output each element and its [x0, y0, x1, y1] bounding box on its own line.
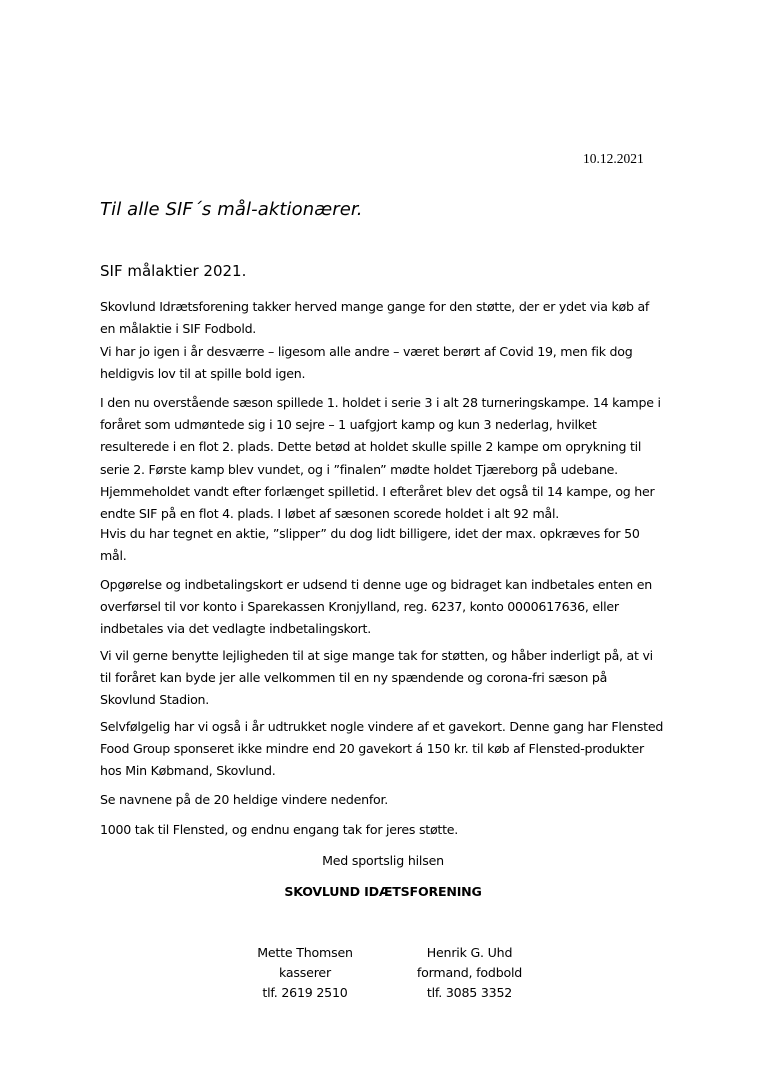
paragraph-line: mål. — [100, 548, 127, 564]
signature-name: Mette Thomsen — [257, 945, 353, 960]
signature-chairman — [407, 943, 532, 1003]
paragraph-season — [100, 392, 680, 525]
paragraph-line: hos Min Købmand, Skovlund. — [100, 763, 276, 779]
paragraph-line: I den nu overstående sæson spillede 1. holdet i serie 3 i alt 28 turneringskampe. 14 kampe i — [100, 395, 661, 410]
paragraph-line: Vi har jo igen i år desværre – ligesom alle andre – været berørt af Covid 19, men fik dog — [100, 344, 633, 359]
signature-treasurer — [245, 943, 365, 1003]
signature-phone: tlf. 2619 2510 — [262, 985, 348, 1000]
signature-phone: tlf. 3085 3352 — [426, 985, 513, 1000]
organization-name: SKOVLUND IDÆTSFORENING — [284, 884, 482, 899]
paragraph-line: Vi vil gerne benytte lejligheden til at sige mange tak for støtten, og håber inderligt på, at vi — [100, 648, 653, 663]
paragraph-line: Opgørelse og indbetalingskort er udsend ti denne uge og bidraget kan indbetales enten en — [100, 577, 653, 592]
paragraph-line: endte SIF på en flot 4. plads. I løbet af sæsonen scorede holdet i alt 92 mål. — [100, 506, 559, 522]
paragraph-line: foråret som udmøntede sig i 10 sejre – 1 uafgjort kamp og kun 3 nederlag, hvilket — [100, 417, 597, 433]
paragraph-line: resulterede i en flot 2. plads. Dette betød at holdet skulle spille 2 kampe om oprykning til — [100, 439, 642, 455]
paragraph-thanks — [100, 296, 680, 340]
signature-role: kasserer — [279, 965, 331, 980]
paragraph-line: Se navnene på de 20 heldige vindere nedenfor. — [100, 792, 389, 807]
letter-subheadline: SIF målaktier 2021. — [100, 262, 247, 280]
paragraph-line: Skovlund Stadion. — [100, 692, 210, 708]
paragraph-line: Food Group sponseret ikke mindre end 20 gavekort á 150 kr. til køb af Flensted-produkter — [100, 741, 644, 757]
letter-date: 10.12.2021 — [583, 151, 644, 166]
paragraph-winners — [100, 789, 680, 811]
paragraph-line: 1000 tak til Flensted, og endnu engang tak for jeres støtte. — [100, 822, 459, 837]
paragraph-share-price — [100, 523, 680, 567]
signature-role: formand, fodbold — [416, 965, 523, 980]
paragraph-gift-cards — [100, 716, 680, 783]
paragraph-line: heldigvis lov til at spille bold igen. — [100, 366, 306, 382]
paragraph-covid — [100, 341, 680, 385]
paragraph-line: til foråret kan byde jer alle velkommen til en ny spændende og corona-fri sæson på — [100, 670, 608, 686]
paragraph-welcome — [100, 645, 680, 712]
paragraph-payment — [100, 574, 680, 641]
signature-name: Henrik G. Uhd — [426, 945, 513, 960]
closing-greeting: Med sportslig hilsen — [322, 853, 444, 868]
paragraph-line: en målaktie i SIF Fodbold. — [100, 321, 257, 337]
paragraph-line: overførsel til vor konto i Sparekassen Kronjylland, reg. 6237, konto 0000617636, eller — [100, 599, 619, 615]
paragraph-line: Selvfølgelig har vi også i år udtrukket nogle vindere af et gavekort. Denne gang har Flensted — [100, 719, 664, 734]
paragraph-final-thanks — [100, 819, 680, 841]
paragraph-line: Hjemmeholdet vandt efter forlænget spilletid. I efteråret blev det også til 14 kampe, og her — [100, 483, 655, 499]
letter-headline: Til alle SIF´s mål-aktionærer. — [100, 199, 363, 220]
paragraph-line: Skovlund Idrætsforening takker herved mange gange for den støtte, der er ydet via køb af — [100, 299, 650, 314]
paragraph-line: Hvis du har tegnet en aktie, ”slipper” du dog lidt billigere, idet der max. opkræves for 50 — [100, 526, 640, 541]
paragraph-line: serie 2. Første kamp blev vundet, og i ”finalen” mødte holdet Tjæreborg på udebane. — [100, 461, 618, 477]
paragraph-line: indbetales via det vedlagte indbetalingskort. — [100, 621, 371, 637]
